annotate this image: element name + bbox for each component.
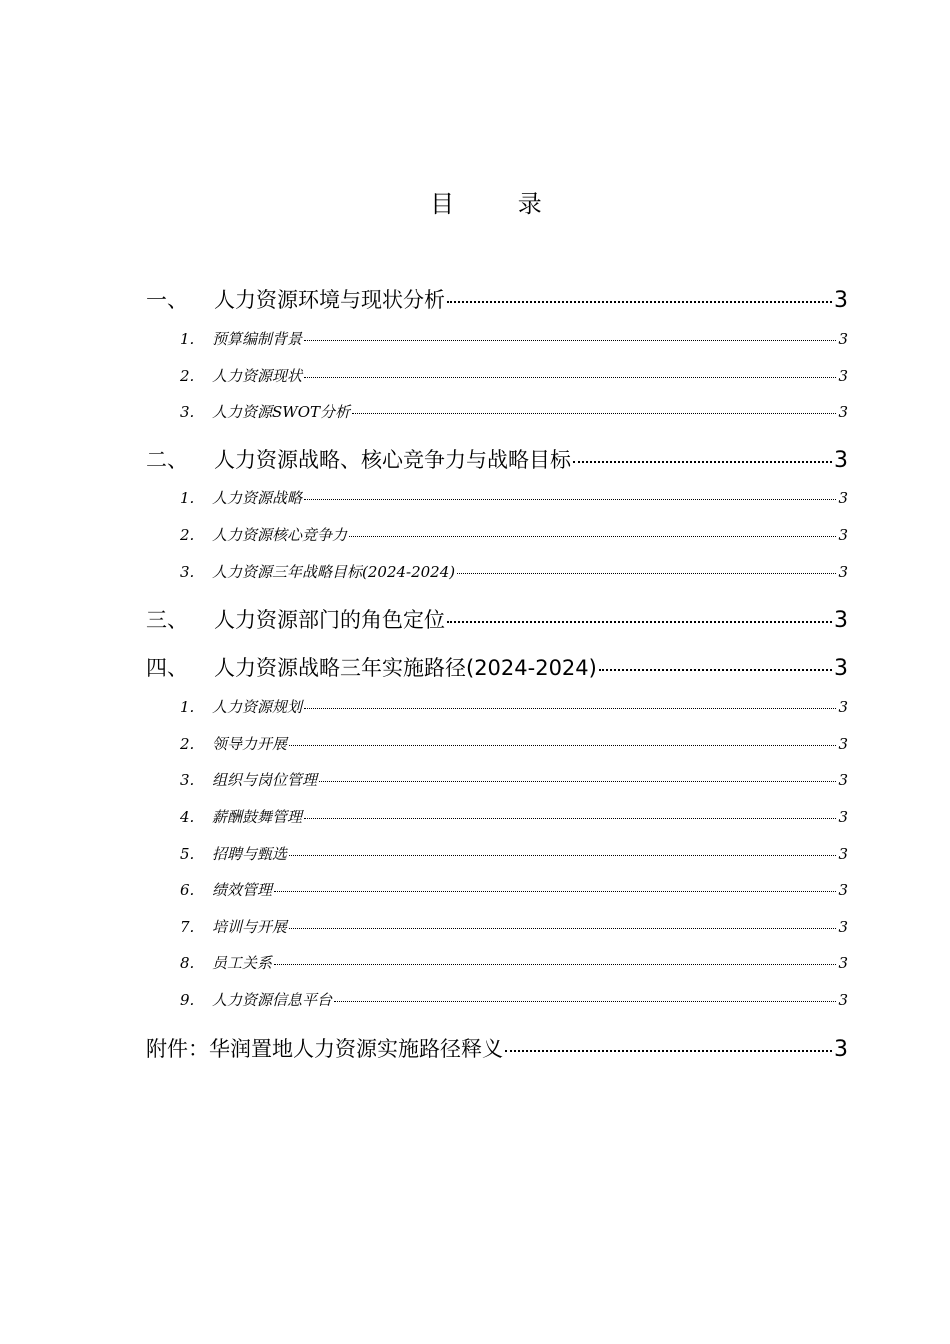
toc-entry-text: 人力资源规划 [212,698,303,716]
dot-leader [304,340,836,341]
toc-entry-text: 人力资源战略三年实施路径(2024-2024) [214,656,597,680]
toc-entry-number: 8. [180,954,195,972]
toc-entry-page: 3 [834,448,848,473]
toc-entry-page: 3 [838,403,848,421]
toc-entry[interactable] [146,652,848,682]
dot-leader [274,891,836,892]
toc-entry-text: 领导力开展 [212,735,288,753]
toc-entry-page: 3 [838,954,848,972]
toc-entry-number: 6. [180,881,195,899]
toc-entry-number: 5. [180,845,195,863]
dot-leader [334,1001,836,1002]
dot-leader [304,708,836,709]
toc-entry-page: 3 [838,698,848,716]
toc-entry-number: 4. [180,808,195,826]
toc-entry-text: 人力资源核心竞争力 [212,526,348,544]
dot-leader [289,855,836,856]
toc-entry-number: 1. [180,330,195,348]
toc-entry-number: 2. [180,367,195,385]
dot-leader [447,621,832,623]
toc-entry-text: 人力资源SWOT分析 [212,403,350,421]
toc-entry[interactable] [146,806,848,827]
toc-entry-text: 人力资源信息平台 [212,991,333,1009]
dot-leader [304,499,836,500]
toc-entry-number: 二、 [146,448,188,472]
toc-entry[interactable] [146,365,848,386]
toc-entry-text: 绩效管理 [212,881,273,899]
dot-leader [274,964,836,965]
dot-leader [349,536,836,537]
toc-entry-text: 华润置地人力资源实施路径释义 [209,1037,503,1061]
dot-leader [304,377,836,378]
dot-leader [505,1050,832,1052]
toc-entry-number: 3. [180,771,195,789]
toc-entry[interactable] [146,769,848,790]
toc-entry-page: 3 [838,808,848,826]
toc-entry-page: 3 [838,771,848,789]
toc-title: 目 录 [430,190,570,218]
toc-entry-number: 3. [180,563,195,581]
toc-entry-number: 三、 [146,608,188,632]
toc-entry[interactable] [146,604,848,634]
toc-entry-number: 四、 [146,656,188,680]
toc-entry-page: 3 [834,656,848,681]
toc-entry[interactable] [146,524,848,545]
toc-entry[interactable] [146,989,848,1010]
toc-entry-number: 附件： [146,1037,209,1061]
toc-entry-page: 3 [834,288,848,313]
toc-entry-page: 3 [838,563,848,581]
toc-entry-text: 组织与岗位管理 [212,771,318,789]
toc-entry[interactable] [146,843,848,864]
dot-leader [289,745,836,746]
dot-leader [352,413,836,414]
toc-entry-number: 1. [180,698,195,716]
toc-entry-text: 人力资源三年战略目标(2024-2024) [212,563,456,581]
toc-entry[interactable] [146,696,848,717]
dot-leader [319,781,836,782]
toc-entry[interactable] [146,328,848,349]
toc-entry-page: 3 [834,608,848,633]
dot-leader [457,573,836,574]
toc-entry[interactable] [146,952,848,973]
dot-leader [289,928,836,929]
toc-entry-page: 3 [838,991,848,1009]
toc-entry-page: 3 [838,881,848,899]
dot-leader [573,461,832,463]
toc-entry-text: 人力资源战略、核心竞争力与战略目标 [214,448,571,472]
toc-entry[interactable] [146,284,848,314]
toc-entry[interactable] [146,444,848,474]
toc-entry-page: 3 [838,735,848,753]
toc-entry[interactable] [146,561,848,582]
toc-entry-text: 预算编制背景 [212,330,303,348]
toc-entry-number: 3. [180,403,195,421]
toc-entry-page: 3 [838,918,848,936]
dot-leader [599,669,832,671]
toc-entry-number: 2. [180,735,195,753]
toc-entry-text: 人力资源战略 [212,489,303,507]
dot-leader [447,301,832,303]
toc-entry-page: 3 [838,367,848,385]
toc-entry-page: 3 [838,489,848,507]
toc-entry[interactable] [146,879,848,900]
toc-entry-text: 招聘与甄选 [212,845,288,863]
toc-entry-page: 3 [838,526,848,544]
toc-entry-attachment[interactable] [146,1033,848,1063]
toc-entry-text: 培训与开展 [212,918,288,936]
toc-entry[interactable] [146,401,848,422]
toc-entry-number: 一、 [146,288,188,312]
dot-leader [304,818,836,819]
toc-entry-number: 7. [180,918,195,936]
toc-entry-page: 3 [838,330,848,348]
toc-entry-number: 9. [180,991,195,1009]
toc-entry[interactable] [146,916,848,937]
toc-entry-number: 1. [180,489,195,507]
toc-entry-text: 员工关系 [212,954,273,972]
toc-entry-page: 3 [834,1037,848,1062]
toc-entry-text: 薪酬鼓舞管理 [212,808,303,826]
toc-entry-text: 人力资源现状 [212,367,303,385]
toc-entry-text: 人力资源部门的角色定位 [214,608,445,632]
toc-entry-page: 3 [838,845,848,863]
toc-entry[interactable] [146,487,848,508]
toc-entry[interactable] [146,733,848,754]
toc-entry-number: 2. [180,526,195,544]
toc-entry-text: 人力资源环境与现状分析 [214,288,445,312]
